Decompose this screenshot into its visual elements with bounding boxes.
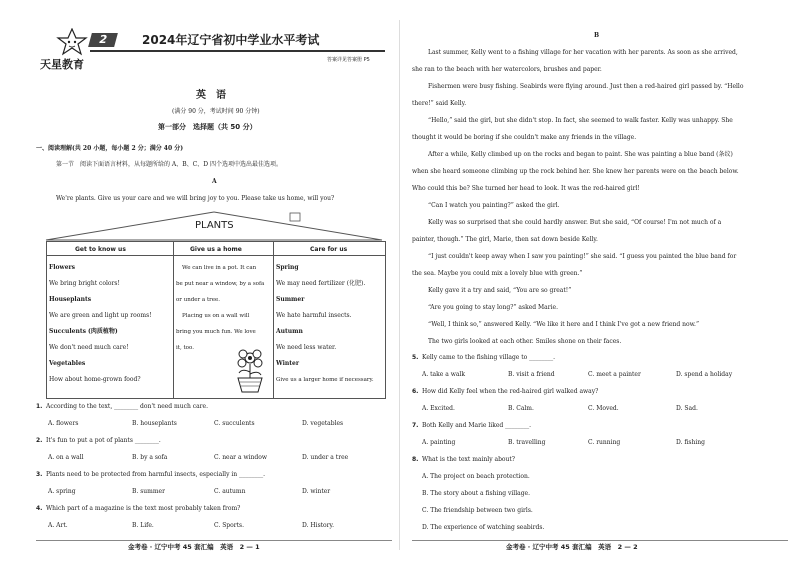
home-text-line: be put near a window, by a sofa bbox=[176, 281, 265, 287]
passage-line: Fishermen were busy fishing. Seabirds were flying around. Just then a red-haired girl passed by. “Hello bbox=[428, 83, 744, 90]
column-get-to-know-us bbox=[47, 242, 174, 398]
plant-desc: We bring bright colors! bbox=[49, 280, 120, 287]
option-c[interactable]: C. succulents bbox=[214, 420, 255, 427]
question-stem: Plants need to be protected from harmful insects, especially in ________. bbox=[46, 471, 265, 478]
season-name: Summer bbox=[276, 296, 305, 303]
part-title: 第一部分 选择题（共 50 分） bbox=[158, 123, 257, 131]
plant-desc: We are green and light up rooms! bbox=[49, 312, 152, 319]
option-d[interactable]: D. History. bbox=[302, 522, 335, 529]
option-b[interactable]: B. visit a friend bbox=[508, 371, 555, 378]
question-stem: Kelly came to the fishing village to ________. bbox=[422, 354, 556, 361]
question-stem: What is the text mainly about? bbox=[422, 456, 516, 463]
exam-title: 2024年辽宁省初中学业水平考试 bbox=[142, 33, 320, 47]
page-footer: 金考卷 · 辽宁中考 45 套汇编 英语 2 — 1 bbox=[128, 543, 260, 551]
passage-line: she ran to the beach with her watercolors, brushes and paper. bbox=[412, 66, 602, 73]
column-care-for-us bbox=[274, 242, 385, 398]
passage-b-label: B bbox=[594, 32, 600, 39]
home-text-line: it, too. bbox=[176, 345, 194, 351]
passage-line: “Are you going to stay long?” asked Marie. bbox=[428, 304, 558, 311]
passage-line: there!” said Kelly. bbox=[412, 100, 467, 107]
plant-type: Flowers bbox=[49, 264, 76, 271]
passage-line: The two girls looked at each other. Smiles shone on their faces. bbox=[428, 338, 622, 345]
season-care: We hate harmful insects. bbox=[276, 312, 352, 319]
season-name: Autumn bbox=[276, 328, 303, 335]
option-d[interactable]: D. The experience of watching seabirds. bbox=[422, 524, 545, 531]
column-header: Get to know us bbox=[75, 246, 126, 253]
question-stem: How did Kelly feel when the red-haired girl walked away? bbox=[422, 388, 599, 395]
passage-line: when she heard someone climbing up the rock behind her. She knew her parents were on the beach below. bbox=[412, 168, 739, 175]
home-text-line: bring you much fun. We love bbox=[176, 329, 256, 335]
option-b[interactable]: B. Calm. bbox=[508, 405, 534, 412]
passage-a-label: A bbox=[212, 178, 217, 185]
passage-line: “Well, I think so,” answered Kelly. “We like it here and I think I've got a new friend now.” bbox=[428, 321, 700, 328]
question-stem: Both Kelly and Marie liked ________. bbox=[422, 422, 532, 429]
passage-line: Who could this be? She turned her head to look. It was the red-haired girl! bbox=[412, 185, 640, 192]
option-a[interactable]: A. painting bbox=[422, 439, 456, 446]
exam-info: (满分 90 分，考试时间 90 分钟) bbox=[172, 108, 260, 115]
potted-flower-icon bbox=[230, 346, 270, 394]
right-page: B Last summer, Kelly went to a fishing village for her vacation with her parents. As soon as she arrived, she ran to the beach with her watercolors, brushes and paper. Fishermen were busy fishing. Seabirds were flying around. Just then a red-haired girl passed by. “Hello there!” said Kelly. “Hello,” said the girl, but she didn't stop. In fact, she seemed to walk faster. Kelly was unhappy. She thought it would be boring if she couldn't make any friends in the village. After a while, Kelly climbed up on the rocks and began to paint. She was painting a blue band (条纹) when she heard someone climbing up the rock behind her. She knew her parents were on the beach below. Who could this be? She turned her head to look. It was the red-haired girl! “Can I watch you painting?” asked the girl. Kelly was so surprised that she could hardly answer. But she said, “Of course! I'm not much of a painter, though.” The girl, Marie, then sat down beside Kelly. “I just couldn't keep away when I saw you painting!” she said. “I guess you painted the blue band for the sea. Maybe you could mix a lovely blue with green.” Kelly gave it a try and said, “You are so great!” “Are you going to stay long?” asked Marie. “Well, I think so,” answered Kelly. “We like it here and I think I've got a new friend now.” The two girls looked at each other. Smiles shone on their faces. 5. Kelly came to the fishing village to ________. A. take a walk B. visit a friend C. meet a painter D. spend a holiday 6. How did Kelly feel when the red-haired girl walked away? A. Excited. B. Calm. C. Moved. D. Sad. 7. Both Kelly and Marie liked ________. A. painting B. travelling C. running D. fishing 8. What is the text mainly about? A. The project on beach protection. B. The story about a fishing village. C. The friendship between two girls. D. The experience of watching seabirds. 金考卷 · 辽宁中考 45 套汇编 英语 2 — 2 bbox=[400, 0, 800, 566]
option-b[interactable]: B. by a sofa bbox=[132, 454, 168, 461]
option-c[interactable]: C. meet a painter bbox=[588, 371, 641, 378]
season-name: Spring bbox=[276, 264, 299, 271]
option-a[interactable]: A. on a wall bbox=[48, 454, 84, 461]
option-c[interactable]: C. running bbox=[588, 439, 621, 446]
option-d[interactable]: D. winter bbox=[302, 488, 331, 495]
section-instructions: 第一节 阅读下面语言材料，从每题所给的 A、B、C、D 四个选项中选出最佳选项。 bbox=[56, 161, 282, 168]
passage-line: painter, though.” The girl, Marie, then sat down beside Kelly. bbox=[412, 236, 598, 243]
option-c[interactable]: C. Sports. bbox=[214, 522, 245, 529]
option-b[interactable]: B. Life. bbox=[132, 522, 154, 529]
option-d[interactable]: D. vegetables bbox=[302, 420, 344, 427]
plant-type: Succulents (肉质植物) bbox=[49, 328, 118, 335]
answer-reference: 答案详见答案册 P5 bbox=[327, 57, 370, 63]
option-d[interactable]: D. fishing bbox=[676, 439, 705, 446]
option-a[interactable]: A. Excited. bbox=[422, 405, 455, 412]
chimney-shape bbox=[290, 213, 300, 221]
option-b[interactable]: B. The story about a fishing village. bbox=[422, 490, 531, 497]
season-care: We need less water. bbox=[276, 344, 337, 351]
option-b[interactable]: B. houseplants bbox=[132, 420, 177, 427]
left-page: 天星教育 2 2024年辽宁省初中学业水平考试 答案详见答案册 P5 英 语 (满分 90 分，考试时间 90 分钟) 第一部分 选择题（共 50 分） 一、阅读理解(共 20 小题，每小题 2 分；满分 40 分) 第一节 阅读下面语言材料，从每题所给的 A、B、C、D 四个选项中选出最佳选项。 A We're plants. Give us your care and we will bring joy to you. Please take us home, will you? PLANTS Get to know us Flowers We bring bright colors! Houseplants We are green and light up rooms! Succulents (肉质植物) We don't need much care! Vegetables How about home-grown food? Give us a home We can live in a pot. It can be put near a window, by a sofa or under a tree. Placing us on a wall will bring you much fun. We love it, too. Care for us Spring We may need fertilizer (化肥). Summer We hate harmful insects. Autumn We need less water. Winter Give us a larger home if necessary. 1. According to the text, ________ don't need much care. A. flowers B. houseplants C. succulents D. vegetables 2. It's fun to put a pot of plants ________. A. on a wall B. by a sofa C. near a window D. under a tree 3. Plants need to be protected from harmful insects, especially in ________. A. spring B. summer C. autumn D. winter 4. Which part of a magazine is the text most probably taken from? A. Art. B. Life. C. Sports. D. History. 金考卷 · 辽宁中考 45 套汇编 英语 2 — 1 bbox=[0, 0, 400, 566]
option-a[interactable]: A. take a walk bbox=[422, 371, 465, 378]
option-c[interactable]: C. The friendship between two girls. bbox=[422, 507, 533, 514]
paper-number-badge: 2 bbox=[88, 33, 118, 47]
option-d[interactable]: D. under a tree bbox=[302, 454, 349, 461]
season-care: Give us a larger home if necessary. bbox=[276, 377, 374, 383]
passage-line: the sea. Maybe you could mix a lovely blue with green.” bbox=[412, 270, 583, 277]
header-rule bbox=[90, 50, 385, 52]
page-footer: 金考卷 · 辽宁中考 45 套汇编 英语 2 — 2 bbox=[506, 543, 638, 551]
passage-line: “Can I watch you painting?” asked the girl. bbox=[428, 202, 560, 209]
home-text-line: or under a tree. bbox=[176, 297, 221, 303]
question-stem: According to the text, ________ don't need much care. bbox=[46, 403, 208, 410]
season-care: We may need fertilizer (化肥). bbox=[276, 280, 366, 287]
option-a[interactable]: A. flowers bbox=[48, 420, 79, 427]
section-title: 一、阅读理解(共 20 小题，每小题 2 分；满分 40 分) bbox=[36, 145, 184, 152]
home-text-line: We can live in a pot. It can bbox=[182, 265, 257, 271]
option-c[interactable]: C. autumn bbox=[214, 488, 246, 495]
option-d[interactable]: D. spend a holiday bbox=[676, 371, 733, 378]
option-a[interactable]: A. The project on beach protection. bbox=[422, 473, 530, 480]
column-header: Give us a home bbox=[190, 246, 242, 253]
plants-title: PLANTS bbox=[195, 220, 234, 231]
star-mascot-icon bbox=[52, 28, 92, 56]
subject-title: 英 语 bbox=[196, 90, 226, 101]
passage-line: thought it would be boring if she couldn't make any friends in the village. bbox=[412, 134, 637, 141]
question-stem: It's fun to put a pot of plants ________. bbox=[46, 437, 161, 444]
option-c[interactable]: C. near a window bbox=[214, 454, 267, 461]
home-text-line: Placing us on a wall will bbox=[182, 313, 250, 319]
logo-text: 天星教育 bbox=[40, 58, 84, 71]
passage-line: Last summer, Kelly went to a fishing village for her vacation with her parents. As soon as she arrived, bbox=[428, 49, 738, 56]
passage-line: Kelly was so surprised that she could hardly answer. But she said, “Of course! I'm not much of a bbox=[428, 219, 722, 226]
option-d[interactable]: D. Sad. bbox=[676, 405, 698, 412]
option-b[interactable]: B. summer bbox=[132, 488, 165, 495]
passage-line: “Hello,” said the girl, but she didn't stop. In fact, she seemed to walk faster. Kelly was unhappy. She bbox=[428, 117, 733, 124]
column-header: Care for us bbox=[310, 246, 348, 253]
plant-type: Houseplants bbox=[49, 296, 92, 303]
season-name: Winter bbox=[276, 360, 300, 367]
passage-line: Kelly gave it a try and said, “You are so great!” bbox=[428, 287, 572, 294]
option-a[interactable]: A. spring bbox=[48, 488, 76, 495]
option-a[interactable]: A. Art. bbox=[48, 522, 68, 529]
passage-line: After a while, Kelly climbed up on the rocks and began to paint. She was painting a blue band (条纹) bbox=[428, 151, 733, 158]
passage-line: “I just couldn't keep away when I saw you painting!” she said. “I guess you painted the blue band for bbox=[428, 253, 737, 260]
option-c[interactable]: C. Moved. bbox=[588, 405, 619, 412]
plants-table bbox=[46, 241, 386, 399]
column-give-us-a-home bbox=[174, 242, 274, 398]
passage-a-intro: We're plants. Give us your care and we will bring joy to you. Please take us home, will you? bbox=[56, 195, 335, 202]
plant-desc: We don't need much care! bbox=[49, 344, 129, 351]
option-b[interactable]: B. travelling bbox=[508, 439, 546, 446]
question-stem: Which part of a magazine is the text most probably taken from? bbox=[46, 505, 241, 512]
plant-desc: How about home-grown food? bbox=[49, 376, 141, 383]
plant-type: Vegetables bbox=[49, 360, 86, 367]
